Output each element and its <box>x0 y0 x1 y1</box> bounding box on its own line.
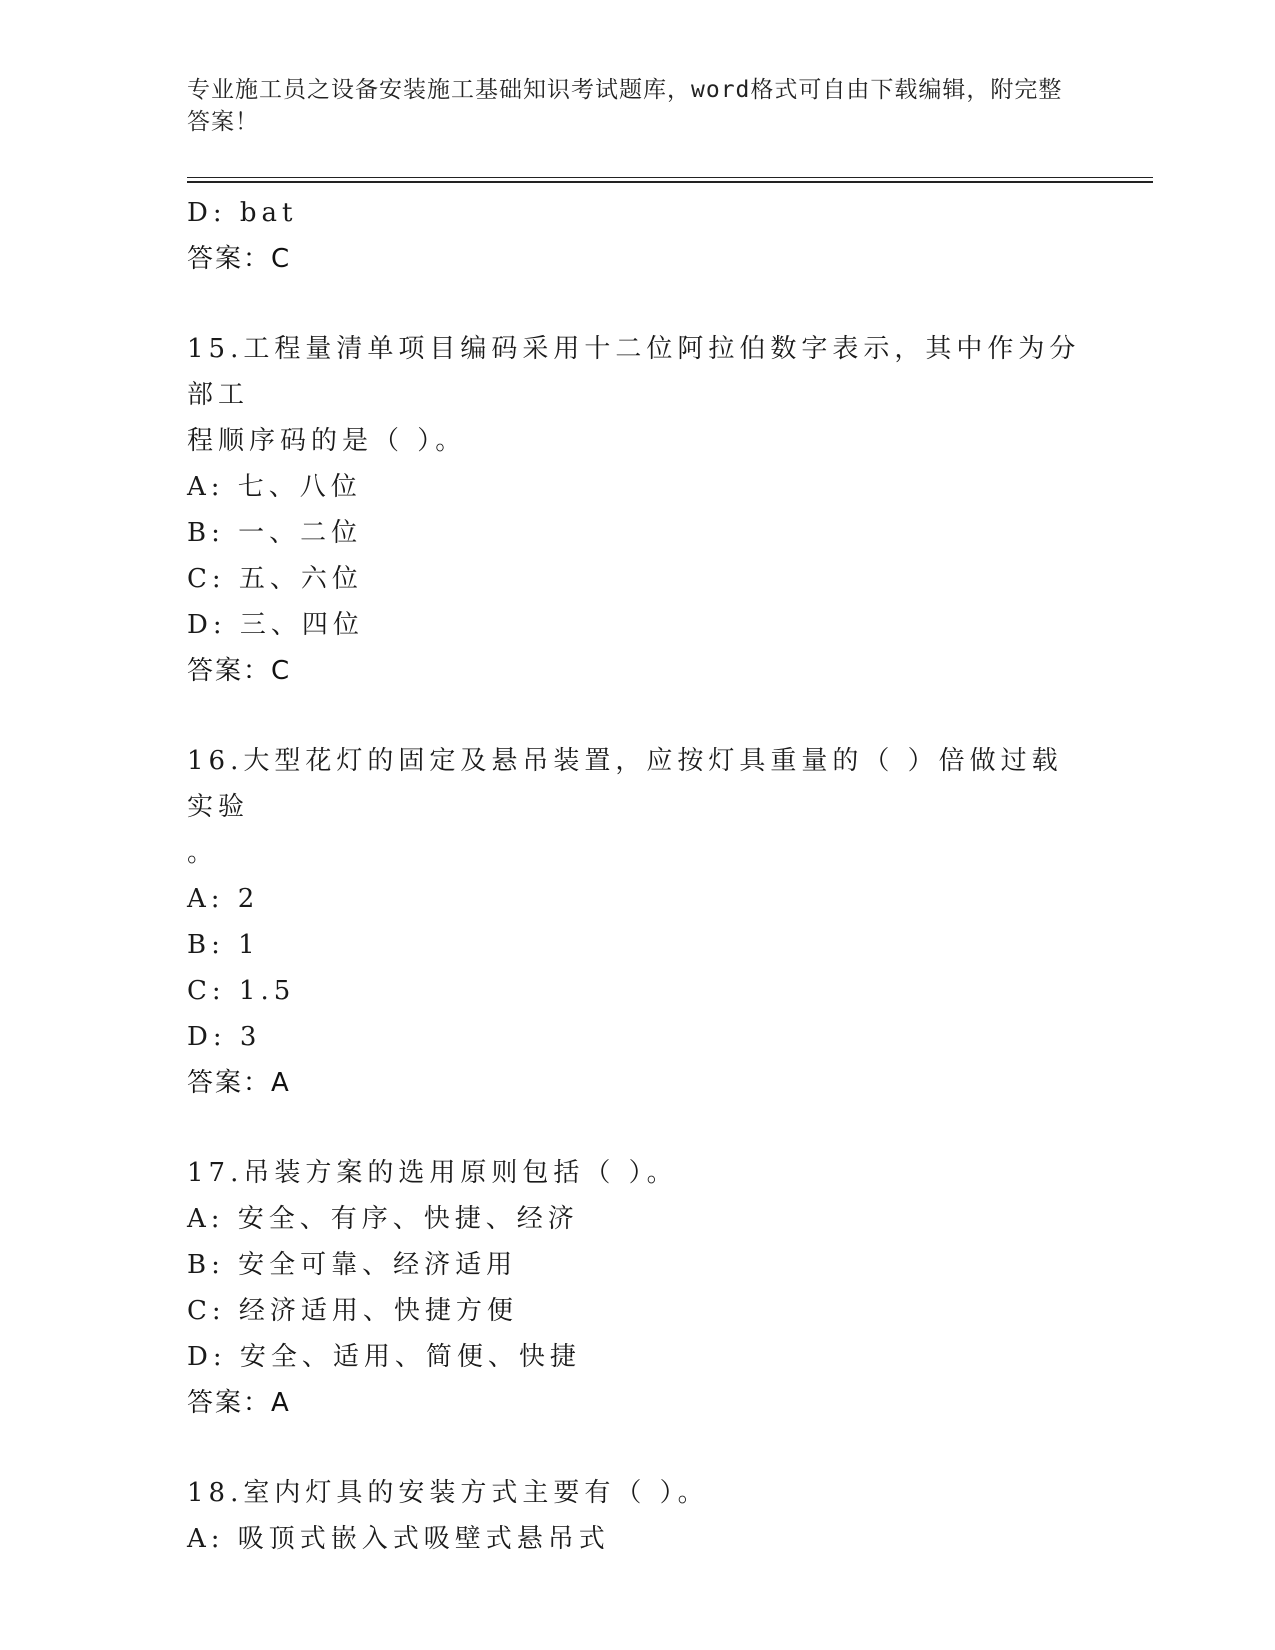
option-d: D: 三、四位 <box>187 610 364 640</box>
option-a: A: 安全、有序、快捷、经济 <box>187 1204 579 1234</box>
option-d: D: 安全、适用、简便、快捷 <box>187 1342 581 1372</box>
document-header: 专业施工员之设备安装施工基础知识考试题库，word格式可自由下载编辑，附完整答案！ <box>187 77 1063 135</box>
option-c: C: 经济适用、快捷方便 <box>187 1296 518 1326</box>
question-stem-continued: 程顺序码的是（ ）。 <box>187 426 467 456</box>
question-stem: 17.吊装方案的选用原则包括（ ）。 <box>187 1158 678 1188</box>
question-block <box>187 738 1087 1106</box>
answer-line: 答案：C <box>187 656 292 686</box>
question-stem: 18.室内灯具的安装方式主要有（ ）。 <box>187 1478 709 1508</box>
question-stem: 15.工程量清单项目编码采用十二位阿拉伯数字表示，其中作为分部工 <box>187 334 1081 410</box>
option-b: B: 安全可靠、经济适用 <box>187 1250 518 1280</box>
option-b: B: 1 <box>187 930 260 960</box>
header-divider-thick <box>187 181 1153 183</box>
header-divider-thin <box>187 177 1153 178</box>
answer-line: 答案：A <box>187 1388 291 1418</box>
question-block <box>187 1150 1087 1426</box>
answer-line: 答案：C <box>187 244 292 274</box>
option-a: A: 2 <box>187 884 260 914</box>
option-a: A: 吸顶式嵌入式吸壁式悬吊式 <box>187 1524 610 1554</box>
option-c: C: 五、六位 <box>187 564 363 594</box>
question-stem-continued: 。 <box>187 838 219 868</box>
option-a: A: 七、八位 <box>187 472 362 502</box>
option-c: C: 1.5 <box>187 976 296 1006</box>
question-list <box>187 190 1087 1562</box>
option-d: D: 3 <box>187 1022 262 1052</box>
question-block <box>187 326 1087 694</box>
option-b: B: 一、二位 <box>187 518 363 548</box>
question-stem: 16.大型花灯的固定及悬吊装置，应按灯具重量的（ ）倍做过载实验 <box>187 746 1063 822</box>
question-block <box>187 1470 1087 1562</box>
option-d: D: bat <box>187 198 298 228</box>
answer-line: 答案：A <box>187 1068 291 1098</box>
